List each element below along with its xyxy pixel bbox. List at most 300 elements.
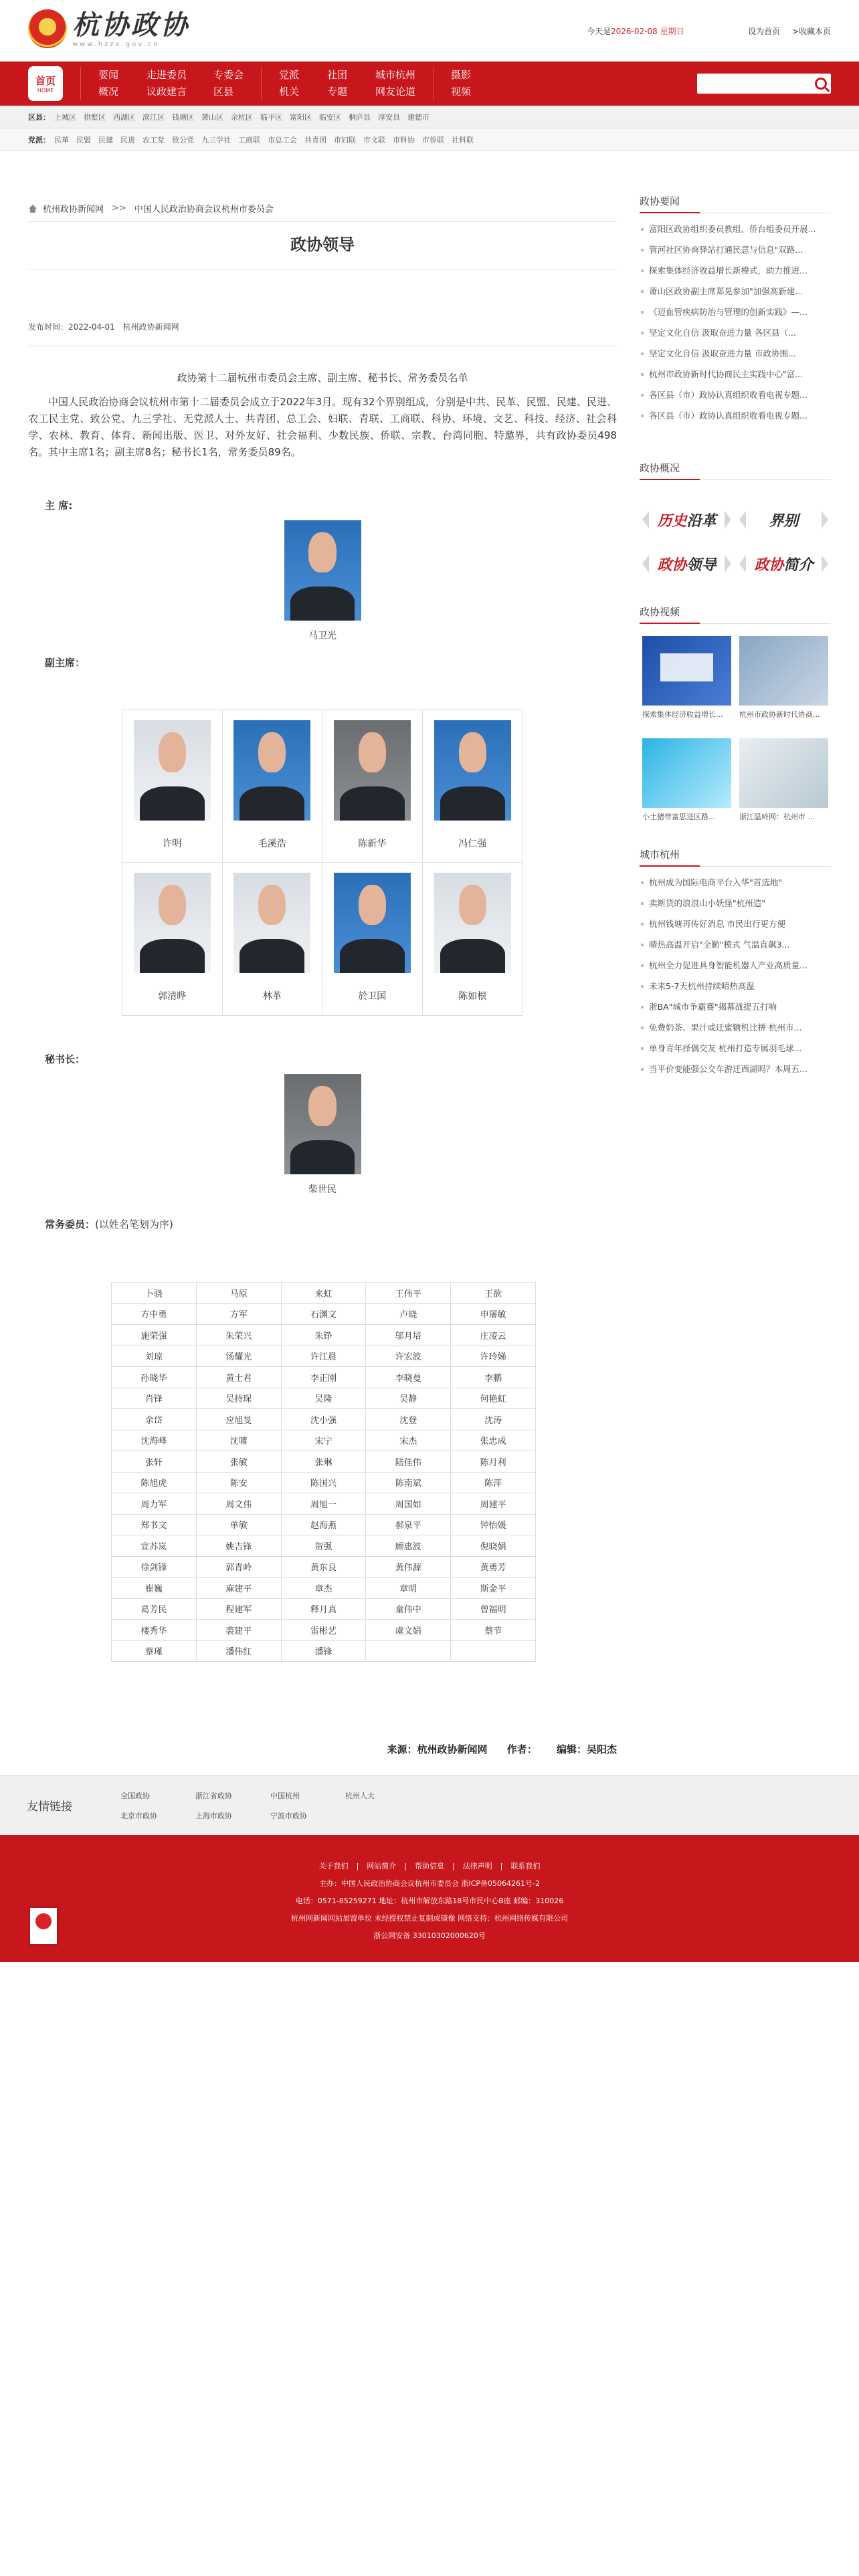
cppcc-emblem-icon	[28, 9, 67, 48]
vice-chairman-card	[322, 863, 423, 1015]
footer-link-separator: |	[452, 1862, 455, 1870]
party-link[interactable]: 市侨联	[422, 135, 444, 144]
footer-line-3: 杭州网新闻网站加盟单位 未经授权禁止复制或镜像 网络支持：杭州网络传媒有限公司	[291, 1914, 568, 1923]
member-cell: 周文伟	[196, 1493, 281, 1515]
member-cell: 沈登	[366, 1409, 451, 1430]
table-row	[112, 1598, 536, 1620]
table-row	[112, 1409, 536, 1430]
nav-item[interactable]: 议政建言	[147, 86, 187, 98]
member-cell: 释月真	[281, 1598, 366, 1620]
friend-link[interactable]: 杭州人大	[345, 1791, 375, 1800]
vice-chairman-card	[423, 710, 523, 863]
district-link[interactable]: 临安区	[319, 112, 341, 122]
overview-grid	[640, 486, 831, 584]
member-cell: 姚吉锋	[196, 1535, 281, 1557]
video-caption[interactable]: 杭州市政协新时代协商...	[739, 710, 820, 719]
member-cell: 方军	[196, 1303, 281, 1325]
video-caption[interactable]: 浙江温岭网：杭州市 ...	[739, 813, 815, 821]
member-cell: 陈萍	[451, 1472, 536, 1493]
city-block	[640, 847, 831, 1079]
chairman-name: 马卫光	[308, 631, 337, 641]
breadcrumb-current[interactable]: 中国人民政治协商会议杭州市委员会	[134, 205, 274, 215]
city-item[interactable]: 未来5-7天杭州持续晴热高温	[640, 976, 831, 996]
member-cell: 方中勇	[112, 1303, 197, 1325]
footer-link[interactable]: 网站简介	[367, 1862, 397, 1870]
member-cell: 肖锋	[112, 1388, 197, 1409]
footer-line-4: 浙公网安备 33010302000620号	[373, 1931, 486, 1940]
member-cell: 黄士君	[196, 1367, 281, 1388]
party-link[interactable]: 市科协	[393, 135, 415, 144]
district-nav	[0, 106, 859, 128]
member-cell: 周建平	[451, 1493, 536, 1515]
vice-chairman-photo	[134, 873, 211, 973]
video-caption[interactable]: 探索集体经济收益增长...	[642, 710, 723, 719]
news-item[interactable]: 杭州市政协新时代协商民主实践中心"富...	[640, 364, 831, 385]
vice-chairman-name: 林革	[262, 991, 282, 1002]
member-cell	[451, 1640, 536, 1662]
table-row	[112, 1514, 536, 1535]
video-thumbnail[interactable]	[739, 636, 828, 706]
search-box	[697, 74, 831, 94]
overview-button-part-a: 历史	[657, 512, 687, 530]
member-cell: 李鹏	[451, 1367, 536, 1388]
member-cell: 钟怡媛	[451, 1514, 536, 1535]
member-cell: 张忠成	[451, 1430, 536, 1451]
table-row	[112, 1430, 536, 1451]
city-item[interactable]: 单身青年择偶交友 杭州打造专属羽毛球...	[640, 1038, 831, 1059]
news-item[interactable]: 管河社区协商驿站打通民意与信息"双路...	[640, 239, 831, 260]
table-row	[112, 1346, 536, 1367]
vice-chairman-photo	[233, 873, 310, 973]
news-item[interactable]: 坚定文化自信 汲取奋进力量 各区县（...	[640, 322, 831, 343]
member-cell: 余岱	[112, 1409, 197, 1430]
member-cell: 马原	[196, 1283, 281, 1304]
video-title: 政协视频	[640, 605, 831, 624]
district-link[interactable]: 萧山区	[201, 112, 223, 122]
site-logo[interactable]	[28, 9, 190, 48]
city-item[interactable]: 免费奶茶、果汁或迁蜜糖机比拼 杭州市...	[640, 1017, 831, 1038]
member-cell: 黄东良	[281, 1556, 366, 1578]
friend-links	[0, 1775, 859, 1835]
vice-chairman-name: 冯仁强	[458, 839, 487, 849]
member-cell: 裘建平	[196, 1620, 281, 1641]
nav-item[interactable]: 概况	[98, 86, 119, 98]
friend-link[interactable]: 中国杭州	[270, 1791, 300, 1800]
party-link[interactable]: 共青团	[304, 135, 326, 144]
footer-links	[0, 1860, 859, 1871]
overview-button-part-b: 领导	[686, 556, 717, 574]
party-link[interactable]: 农工党	[142, 135, 165, 144]
nav-item[interactable]: 区县	[213, 86, 234, 98]
member-cell: 应旭旻	[196, 1409, 281, 1430]
overview-button[interactable]	[642, 504, 731, 535]
secretary-photo	[284, 1074, 361, 1174]
party-link[interactable]: 市总工会	[268, 135, 297, 144]
member-cell	[366, 1640, 451, 1662]
vice-chairman-card	[223, 710, 323, 863]
city-item[interactable]: 浙BA"城市争霸赛"揭幕战提五打响	[640, 996, 831, 1017]
overview-button-part-b: 简介	[783, 556, 814, 574]
news-item[interactable]: 坚定文化自信 汲取奋进力量 市政协围...	[640, 343, 831, 364]
member-cell: 施荣强	[112, 1325, 197, 1346]
sidebar	[640, 194, 831, 1079]
article-source	[28, 1742, 617, 1756]
member-cell: 郑书文	[112, 1514, 197, 1535]
friend-link[interactable]: 浙江省政协	[195, 1791, 232, 1800]
chairman-photo	[284, 520, 361, 621]
video-thumbnail[interactable]	[642, 636, 731, 706]
video-item[interactable]	[739, 636, 828, 720]
news-block	[640, 194, 831, 426]
member-cell: 陈国兴	[281, 1472, 366, 1493]
member-cell: 李晓曼	[366, 1367, 451, 1388]
article-area	[28, 194, 617, 1756]
party-link[interactable]: 民建	[98, 135, 113, 144]
table-row	[112, 1556, 536, 1578]
city-item[interactable]: 杭州钱塘再传好消息 市民出行更方便	[640, 914, 831, 934]
article-meta	[28, 270, 617, 346]
member-cell: 李正刚	[281, 1367, 366, 1388]
footer-link-separator: |	[500, 1862, 503, 1870]
party-link[interactable]: 社科联	[452, 135, 474, 144]
member-cell: 赵海燕	[281, 1514, 366, 1535]
city-item[interactable]: 当平价变能强公交车游迁西湖吗？本周五...	[640, 1059, 831, 1079]
member-cell: 许江晨	[281, 1346, 366, 1367]
member-cell: 卜骁	[112, 1283, 197, 1304]
nav-item[interactable]: 摄影	[451, 69, 472, 81]
member-cell: 黄伟源	[366, 1556, 451, 1578]
party-link[interactable]: 致公党	[172, 135, 194, 144]
member-cell: 郭青岭	[196, 1556, 281, 1578]
table-row	[112, 1451, 536, 1473]
city-list	[640, 872, 831, 1079]
news-item[interactable]: 各区县（市）政协认真组织收看电视专题...	[640, 385, 831, 405]
member-cell: 程建军	[196, 1598, 281, 1620]
member-cell: 陈月利	[451, 1451, 536, 1473]
secretary-label: 秘书长：	[45, 1053, 86, 1065]
district-link[interactable]: 上城区	[54, 112, 76, 122]
site-footer	[0, 1835, 859, 1962]
overview-button-part-a: 政协	[657, 556, 687, 574]
member-cell: 申屠敏	[451, 1303, 536, 1325]
overview-block	[640, 461, 831, 584]
friend-links-title: 友情链接	[27, 1800, 72, 1814]
secretary-card	[28, 1074, 617, 1196]
footer-link[interactable]: 帮助信息	[415, 1862, 444, 1870]
source-text: 来源：杭州政协新闻网	[387, 1743, 488, 1755]
member-cell: 葛芳民	[112, 1598, 197, 1620]
member-cell: 张轩	[112, 1451, 197, 1473]
member-cell: 张敏	[196, 1451, 281, 1473]
video-thumbnail[interactable]	[739, 738, 828, 808]
member-cell: 顾惠波	[366, 1535, 451, 1557]
chairman-label: 主 席:	[45, 500, 73, 512]
member-cell: 邬月培	[366, 1325, 451, 1346]
vice-chairman-photo	[134, 720, 211, 821]
member-cell: 郝泉平	[366, 1514, 451, 1535]
footer-line-2: 电话：0571-85259271 地址：杭州市解放东路18号市民中心B座 邮编：310026	[295, 1897, 564, 1905]
article-intro: 政协第十二届杭州市委员会主席、副主席、秘书长、常务委员名单	[177, 372, 468, 384]
video-thumbnail[interactable]	[642, 738, 731, 808]
overview-button-part-b: 沿革	[686, 512, 717, 530]
article-paragraph: 中国人民政治协商会议杭州市第十二届委员会成立于2022年3月。现有32个界别组成，分别是中共、民革、民盟、民建、民进、农工民主党、致公党、九三学社、无党派人士、共青团、总工会、妇联、青联、工商联、科协、环境、文艺、科技、经济、社会科学、农林、教育、体育、新闻出版、医卫、对外友好、社会福利、少数民族、侨联、宗教、台湾同胞、特邀界，共有政协委员498名。其中主席1名；副主席8名；秘书长1名，常务委员89名。	[28, 396, 617, 458]
breadcrumb	[28, 194, 617, 222]
member-cell: 孙晓华	[112, 1367, 197, 1388]
member-cell: 何艳虹	[451, 1388, 536, 1409]
member-cell: 沈涛	[451, 1409, 536, 1430]
member-cell: 王伟平	[366, 1283, 451, 1304]
member-cell: 楼秀华	[112, 1620, 197, 1641]
add-favorite-link[interactable]: >收藏本页	[791, 27, 831, 36]
member-cell: 周力军	[112, 1493, 197, 1515]
district-link[interactable]: 富阳区	[290, 112, 312, 122]
member-cell: 童伟中	[366, 1598, 451, 1620]
nav-item[interactable]: 城市杭州	[375, 69, 416, 81]
table-row	[112, 1283, 536, 1304]
standing-label: 常务委员：(以姓名笔划为序)	[45, 1218, 173, 1230]
footer-line-1: 主办：中国人民政治协商会议杭州市委员会 浙ICP备05064261号-2	[318, 1879, 540, 1888]
vice-chairman-photo	[334, 873, 411, 973]
member-cell: 潘伟红	[196, 1640, 281, 1662]
member-cell: 贺强	[281, 1535, 366, 1557]
city-item[interactable]: 卖断货的浪浪山小妖怪"杭州造"	[640, 893, 831, 914]
district-nav-label: 区县：	[28, 112, 50, 122]
video-item[interactable]	[642, 636, 731, 720]
member-cell: 陈旭虎	[112, 1472, 197, 1493]
news-item[interactable]: 探索集体经济收益增长新模式，助力推进...	[640, 260, 831, 281]
vice-chairman-card	[122, 710, 223, 863]
table-row	[112, 1620, 536, 1641]
party-link[interactable]: 民进	[120, 135, 135, 144]
publish-time: 发布时间：2022-04-01	[28, 322, 115, 332]
footer-link[interactable]: 关于我们	[318, 1862, 349, 1870]
member-cell: 卢晓	[366, 1303, 451, 1325]
member-cell: 汤耀光	[196, 1346, 281, 1367]
overview-button[interactable]	[642, 548, 731, 579]
member-cell: 吴持琛	[196, 1388, 281, 1409]
news-item[interactable]: 《迈血管疾病防治与管理的创新实践》—...	[640, 302, 831, 322]
member-cell: 蔡节	[451, 1620, 536, 1641]
video-item[interactable]	[642, 738, 731, 822]
city-item[interactable]: 杭州成为国际电商平台入华"首选地"	[640, 872, 831, 893]
member-cell: 黄勇芳	[451, 1556, 536, 1578]
member-cell: 刘琼	[112, 1346, 197, 1367]
member-cell: 宣苏岚	[112, 1535, 197, 1557]
vice-chairman-name: 毛溪浩	[258, 839, 286, 849]
editor-text: 编辑：吴阳杰	[556, 1743, 617, 1755]
vice-chairman-card	[423, 863, 523, 1015]
vice-chairman-card	[322, 710, 423, 863]
nav-item[interactable]: 视频	[451, 86, 472, 98]
district-link[interactable]: 西湖区	[113, 112, 135, 122]
overview-title: 政协概况	[640, 461, 831, 480]
member-cell: 潘锋	[281, 1640, 366, 1662]
footer-link[interactable]: 联系我们	[510, 1862, 541, 1870]
district-link[interactable]: 拱墅区	[84, 112, 106, 122]
party-nav-label: 党派：	[28, 135, 50, 144]
page-title: 政协领导	[28, 231, 617, 270]
news-item[interactable]: 各区县（市）政协认真组织收看电视专题...	[640, 405, 831, 426]
breadcrumb-home[interactable]: 杭州政协新闻网	[43, 205, 104, 215]
table-row	[112, 1303, 536, 1325]
table-row	[112, 1325, 536, 1346]
table-row	[112, 1388, 536, 1409]
chairman-card	[28, 520, 617, 642]
vice-chairman-photo	[434, 720, 511, 821]
member-cell: 来虹	[281, 1283, 366, 1304]
nav-group-3	[433, 67, 490, 100]
standing-members-table	[111, 1282, 536, 1662]
member-cell: 陈安	[196, 1472, 281, 1493]
nav-item[interactable]: 专委会	[213, 69, 244, 81]
table-row	[112, 1493, 536, 1515]
top-header	[28, 0, 831, 62]
member-cell: 沈海峰	[112, 1430, 197, 1451]
district-link[interactable]: 淳安县	[378, 112, 400, 122]
video-grid	[640, 629, 831, 822]
overview-button-part-a: 政协	[754, 556, 784, 574]
video-caption[interactable]: 小土猪带富思进区路...	[642, 813, 716, 821]
logo-url: www.hzzx.gov.cn	[72, 40, 160, 48]
party-link[interactable]: 九三学社	[201, 135, 231, 144]
table-row	[112, 1578, 536, 1599]
district-link[interactable]: 钱塘区	[172, 112, 194, 122]
nav-item[interactable]: 走进委员	[147, 69, 187, 81]
member-cell: 许玲娣	[451, 1346, 536, 1367]
author-text: 作者：	[506, 1743, 537, 1755]
overview-button[interactable]	[739, 504, 828, 535]
nav-home-button[interactable]: 首页 HOME	[28, 66, 63, 101]
vice-chairman-photo	[334, 720, 411, 821]
party-link[interactable]: 民盟	[76, 135, 91, 144]
member-cell: 雷彬艺	[281, 1620, 366, 1641]
gov-badge-icon[interactable]	[28, 1906, 59, 1946]
party-link[interactable]: 市妇联	[334, 135, 356, 144]
district-link[interactable]: 余杭区	[231, 112, 253, 122]
member-cell: 宋宁	[281, 1430, 366, 1451]
footer-link-separator: |	[356, 1862, 359, 1870]
table-row	[112, 1535, 536, 1557]
friend-link[interactable]: 上海市政协	[195, 1811, 232, 1820]
district-link[interactable]: 桐庐县	[349, 112, 371, 122]
nav-item[interactable]: 社团	[327, 69, 348, 81]
nav-item[interactable]: 要闻	[98, 69, 119, 81]
member-cell: 石渊文	[281, 1303, 366, 1325]
vice-chairman-name: 陈如根	[458, 991, 487, 1002]
member-cell: 朱荣兴	[196, 1325, 281, 1346]
main-nav	[0, 62, 859, 106]
table-row	[112, 1367, 536, 1388]
vice-chairman-name: 陈新华	[358, 839, 387, 849]
table-row	[112, 1472, 536, 1493]
district-link[interactable]: 建德市	[407, 112, 430, 122]
set-home-link[interactable]: 设为首页	[748, 27, 781, 36]
member-cell: 庄凌云	[451, 1325, 536, 1346]
member-cell: 陆佳伟	[366, 1451, 451, 1473]
table-row	[112, 1640, 536, 1662]
vice-chairman-grid	[122, 710, 523, 1016]
vice-chairman-card	[122, 863, 223, 1015]
nav-item[interactable]: 专题	[327, 86, 348, 98]
member-cell: 吴静	[366, 1388, 451, 1409]
logo-title: 杭协政协	[72, 9, 190, 41]
city-item[interactable]: 晴热高温开启"全勤"模式 气温直飙3...	[640, 934, 831, 955]
secretary-name: 柴世民	[308, 1184, 337, 1195]
member-cell: 虞文娟	[366, 1620, 451, 1641]
nav-group-1	[80, 67, 261, 100]
party-nav	[0, 128, 859, 151]
vice-chairman-name: 许明	[163, 839, 182, 849]
video-block	[640, 605, 831, 822]
home-icon	[28, 205, 37, 213]
member-cell: 蔡瑾	[112, 1640, 197, 1662]
member-cell: 倪晓娟	[451, 1535, 536, 1557]
city-title: 城市杭州	[640, 847, 831, 867]
member-cell: 吴隆	[281, 1388, 366, 1409]
today-date: 今天是2026-02-08 星期日	[587, 27, 684, 36]
member-cell: 朱铮	[281, 1325, 366, 1346]
news-list	[640, 219, 831, 426]
city-item[interactable]: 杭州全力促进具身智能机器人产业高质量...	[640, 955, 831, 976]
member-cell: 单敏	[196, 1514, 281, 1535]
news-item[interactable]: 富阳区政协组织委员教组、侨台组委员开展...	[640, 219, 831, 239]
top-links	[739, 25, 831, 37]
overview-button[interactable]	[739, 548, 828, 579]
member-cell: 周国如	[366, 1493, 451, 1515]
party-link[interactable]: 民革	[54, 135, 69, 144]
search-input[interactable]	[701, 75, 815, 92]
breadcrumb-separator: >>	[112, 203, 126, 213]
footer-link[interactable]: 法律声明	[462, 1862, 492, 1870]
member-cell: 麻建平	[196, 1578, 281, 1599]
member-cell: 章杰	[281, 1578, 366, 1599]
district-link[interactable]: 临平区	[260, 112, 282, 122]
friend-link[interactable]	[345, 1810, 420, 1821]
member-cell: 周旭一	[281, 1493, 366, 1515]
friend-link[interactable]: 全国政协	[120, 1791, 150, 1800]
member-cell: 许宏波	[366, 1346, 451, 1367]
member-cell: 陈南斌	[366, 1472, 451, 1493]
member-cell: 王欲	[451, 1283, 536, 1304]
friend-links-grid	[120, 1790, 420, 1821]
member-cell: 张琳	[281, 1451, 366, 1473]
member-cell: 宋杰	[366, 1430, 451, 1451]
member-cell: 沈啸	[196, 1430, 281, 1451]
video-item[interactable]	[739, 738, 828, 822]
member-cell: 沈小强	[281, 1409, 366, 1430]
overview-button-part-b: 界别	[769, 512, 799, 530]
member-cell: 徐剑锋	[112, 1556, 197, 1578]
vice-chairman-photo	[434, 873, 511, 973]
party-link[interactable]: 市文联	[363, 135, 385, 144]
search-icon[interactable]	[815, 78, 827, 90]
vice-chairman-name: 於卫国	[358, 991, 387, 1002]
party-link[interactable]: 工商联	[238, 135, 260, 144]
member-cell: 斯金平	[451, 1578, 536, 1599]
friend-link[interactable]: 北京市政协	[120, 1811, 157, 1820]
publish-source: 杭州政协新闻网	[122, 322, 179, 332]
nav-item[interactable]: 网友论道	[375, 86, 416, 98]
news-title: 政协要闻	[640, 194, 831, 213]
district-link[interactable]: 滨江区	[142, 112, 165, 122]
vice-chairman-photo	[233, 720, 310, 821]
nav-item[interactable]: 党派	[279, 69, 300, 81]
nav-group-2	[261, 67, 433, 100]
friend-link[interactable]: 宁波市政协	[270, 1811, 307, 1820]
nav-item[interactable]: 机关	[279, 86, 300, 98]
member-cell: 章明	[366, 1578, 451, 1599]
news-item[interactable]: 萧山区政协副主席郑晃参加"加强高新建...	[640, 281, 831, 302]
